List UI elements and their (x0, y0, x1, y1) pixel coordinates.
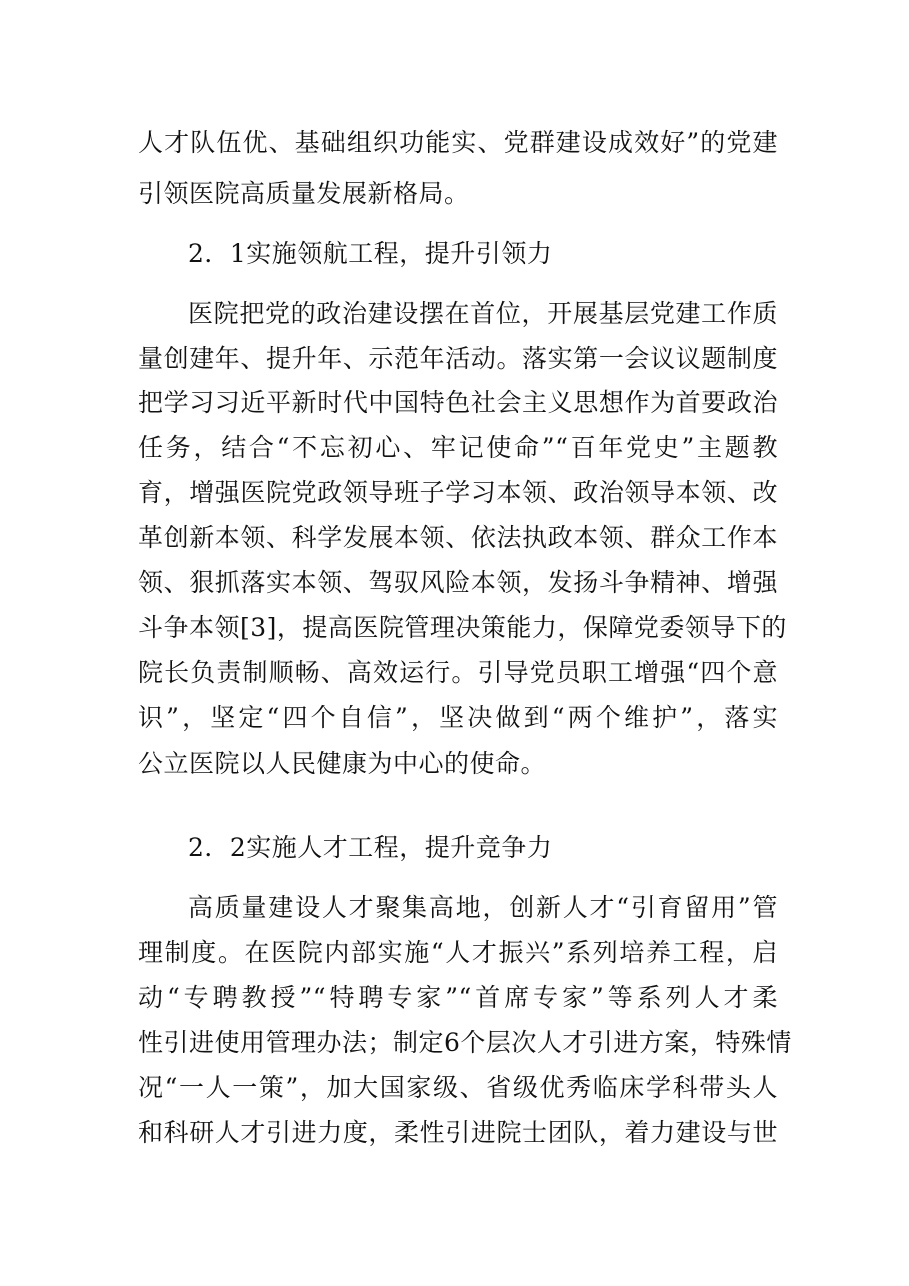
text-line: 况“一人一策”，加大国家级、省级优秀临床学科带头人 (138, 1073, 778, 1102)
text-line: 革创新本领、科学发展本领、依法执政本领、群众工作本 (138, 523, 778, 552)
text-line: 院长负责制顺畅、高效运行。引导党员职工增强“四个意 (138, 658, 778, 687)
text-line: 任务，结合“不忘初心、牢记使命”“百年党史”主题教 (138, 433, 778, 462)
text-line: 引领医院高质量发展新格局。 (138, 179, 470, 208)
text-line: 把学习习近平新时代中国特色社会主义思想作为首要政治 (138, 388, 778, 417)
text-line: 医院把党的政治建设摆在首位，开展基层党建工作质 (188, 299, 778, 328)
text-line: 公立医院以人民健康为中心的使命。 (138, 749, 547, 778)
text-line: 性引进使用管理办法；制定6个层次人才引进方案，特殊情 (138, 1028, 792, 1057)
text-line: 动“专聘教授”“特聘专家”“首席专家”等系列人才柔 (138, 983, 778, 1012)
text-line: 理制度。在医院内部实施“人才振兴”系列培养工程，启 (138, 938, 778, 967)
text-line: 识”，坚定“四个自信”，坚决做到“两个维护”，落实 (138, 703, 778, 732)
text-line: 领、狠抓落实本领、驾驭风险本领，发扬斗争精神、增强 (138, 568, 778, 597)
text-line: 人才队伍优、基础组织功能实、党群建设成效好”的党建 (138, 128, 778, 157)
text-line: 和科研人才引进力度，柔性引进院士团队，着力建设与世 (138, 1118, 778, 1147)
text-line: 育，增强医院党政领导班子学习本领、政治领导本领、改 (138, 478, 778, 507)
text-line: 量创建年、提升年、示范年活动。落实第一会议议题制度 (138, 344, 778, 373)
text-line: 高质量建设人才聚集高地，创新人才“引育留用”管 (188, 893, 778, 922)
text-line: 斗争本领[3]，提高医院管理决策能力，保障党委领导下的 (138, 613, 787, 642)
section-heading-2-2: 2．2实施人才工程，提升竞争力 (188, 833, 553, 862)
section-heading-2-1: 2．1实施领航工程，提升引领力 (188, 239, 553, 268)
